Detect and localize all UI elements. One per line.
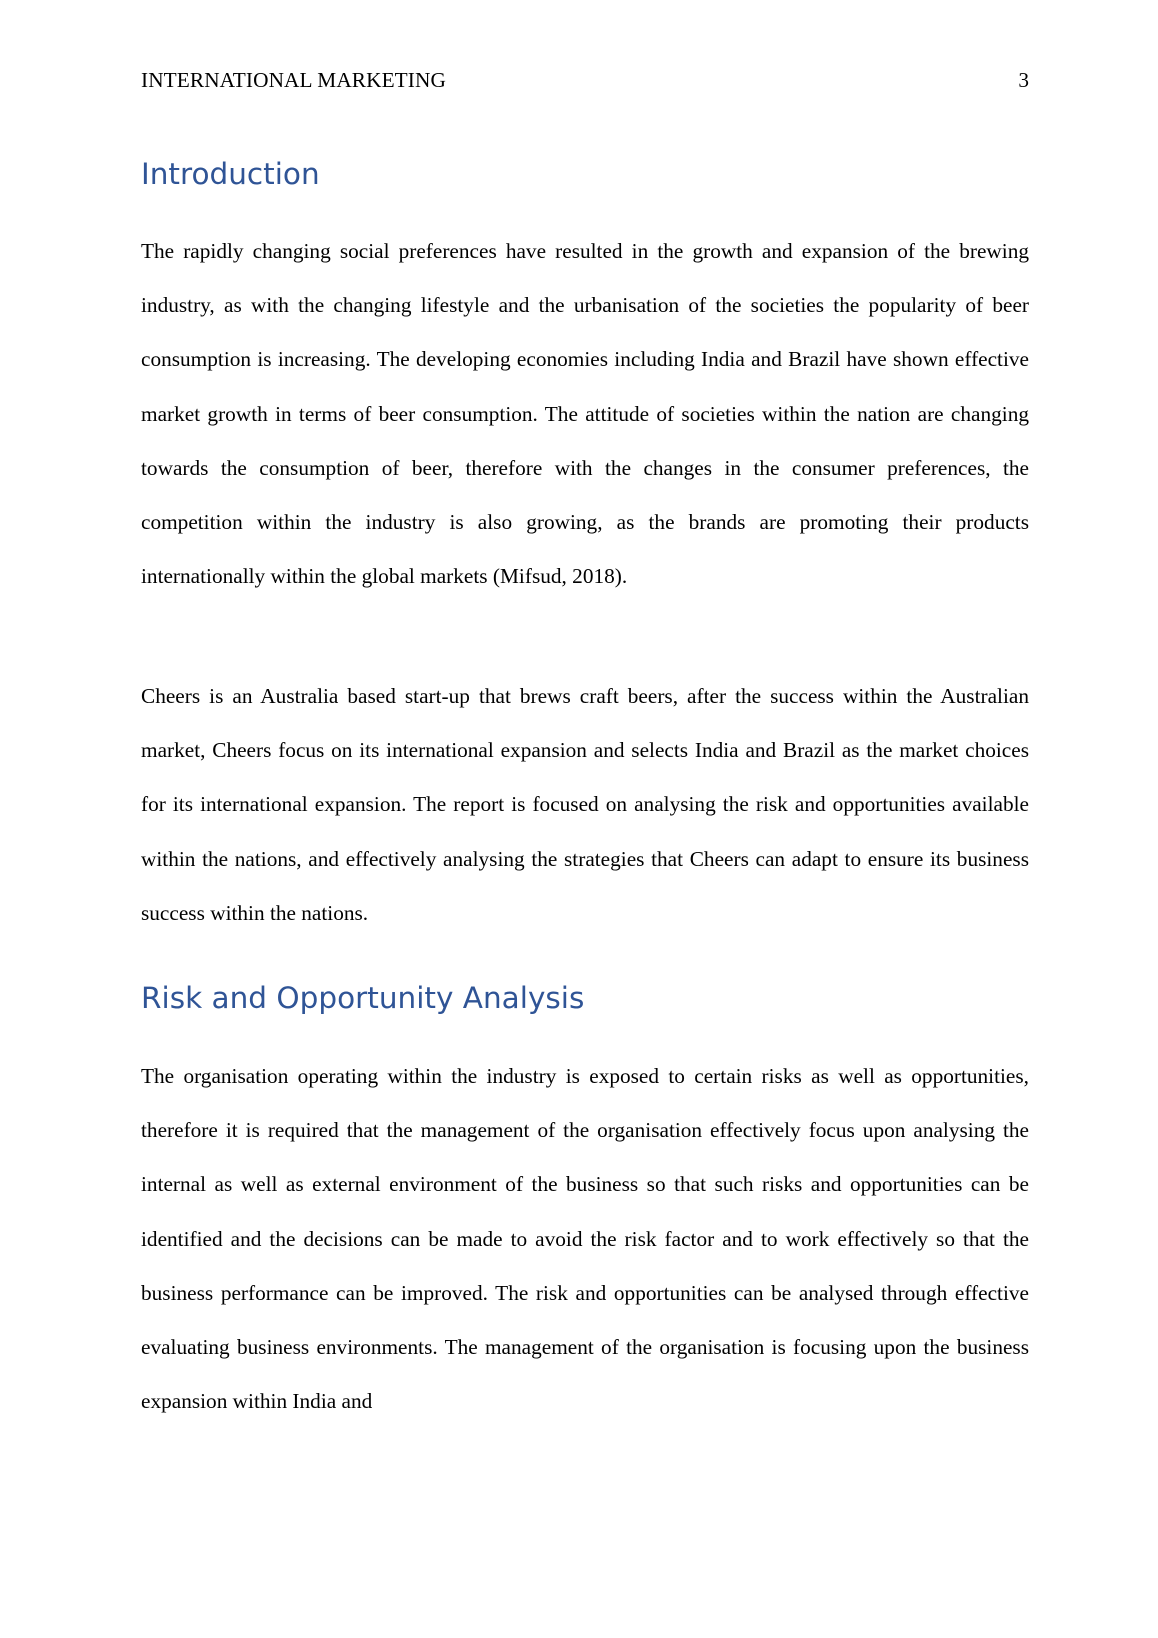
intro-paragraph-2: Cheers is an Australia based start-up that brews craft beers, after the success within the Australian market, Cheers focus on its international expansion and selects India and Brazil as the market choices for its international expansion. The report is focused on analysing the risk and opportunities available within the nations, and effectively analysing the strategies that Cheers can adapt to ensure its business success within the nations. (141, 684, 1029, 925)
running-title: INTERNATIONAL MARKETING (141, 68, 446, 92)
heading-risk-opportunity-analysis: Risk and Opportunity Analysis (141, 981, 585, 1015)
heading-introduction: Introduction (141, 157, 320, 191)
risk-paragraph-1: The organisation operating within the industry is exposed to certain risks as well as opportunities, therefore it is required that the management of the organisation effectively focus upon analysing the internal as well as external environment of the business so that such risks and opportunities can be identified and the decisions can be made to avoid the risk factor and to work effectively so that the business performance can be improved. The risk and opportunities can be analysed through effective evaluating business environments. The management of the organisation is focusing upon the business expansion within India and (141, 1064, 1029, 1414)
running-header (141, 68, 1029, 98)
page-number: 3 (1018, 68, 1029, 92)
intro-paragraph-1: The rapidly changing social preferences have resulted in the growth and expansion of the brewing industry, as with the changing lifestyle and the urbanisation of the societies the popularity of beer consumption is increasing. The developing economies including India and Brazil have shown effective market growth in terms of beer consumption. The attitude of societies within the nation are changing towards the consumption of beer, therefore with the changes in the consumer preferences, the competition within the industry is also growing, as the brands are promoting their products internationally within the global markets (Mifsud, 2018). (141, 239, 1029, 589)
